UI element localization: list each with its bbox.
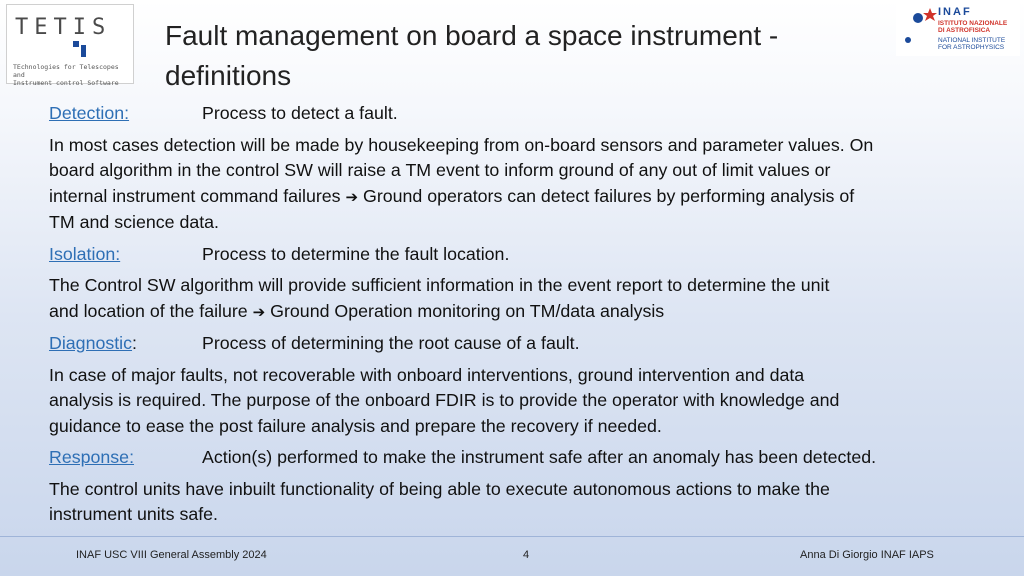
inaf-logo-word: INAF xyxy=(938,6,972,18)
footer-divider xyxy=(0,536,1024,537)
right-arrow-icon: ➔ xyxy=(345,187,359,206)
right-arrow-icon: ➔ xyxy=(252,302,266,321)
tetis-logo xyxy=(6,4,134,87)
footer-author: Anna Di Giorgio INAF IAPS xyxy=(800,549,934,561)
isolation-term[interactable]: Isolation: xyxy=(49,243,121,264)
detection-description: In most cases detection will be made by housekeeping from on-board sensors and parameter values. On board algorithm in the control SW will raise a TM event to inform ground of any out of limit values or internal instrument command failures ➔ Ground operators can detect failures by performing analysis of TM and science data. xyxy=(49,134,874,232)
isolation-summary: Process to determine the fault location. xyxy=(202,243,510,264)
tetis-logo-subtitle: TEchnologies for Telescopes and Instrument control Software xyxy=(13,63,119,87)
inaf-logo-italian: ISTITUTO NAZIONALE DI ASTROFISICA xyxy=(938,20,1008,34)
definition-isolation xyxy=(49,242,969,268)
page-number: 4 xyxy=(523,549,530,561)
definition-response xyxy=(49,445,969,471)
tetis-logo-mark-icon xyxy=(73,41,89,59)
diagnostic-summary: Process of determining the root cause of a fault. xyxy=(202,333,580,353)
inaf-star-icon xyxy=(900,4,940,54)
slide-body xyxy=(49,101,969,534)
response-term[interactable]: Response: xyxy=(49,447,135,467)
slide-title: Fault management on board a space instrument - definitions xyxy=(165,20,779,91)
response-description: The control units have inbuilt functionality of being able to execute autonomous actions to make the instrument units safe. xyxy=(49,478,830,524)
diagnostic-term[interactable]: Diagnostic: xyxy=(49,333,137,353)
response-summary: Action(s) performed to make the instrument safe after an anomaly has been detected. xyxy=(202,447,877,467)
definition-diagnostic xyxy=(49,331,969,357)
inaf-logo-english: NATIONAL INSTITUTE FOR ASTROPHYSICS xyxy=(938,37,1006,51)
diagnostic-description: In case of major faults, not recoverable with onboard interventions, ground intervention and data analysis is required. The purpose of the onboard FDIR is to provide the operator with knowledge and guidance to ease the post failure analysis and prepare the recovery if needed. xyxy=(49,364,840,436)
tetis-logo-word: TETIS xyxy=(15,15,112,40)
definition-detection xyxy=(49,101,969,127)
isolation-description: The Control SW algorithm will provide sufficient information in the event report to determine the unit and location of the failure ➔ Ground Operation monitoring on TM/data analysis xyxy=(49,275,830,321)
inaf-logo xyxy=(896,2,1020,56)
detection-term[interactable]: Detection: xyxy=(49,103,130,123)
footer-event: INAF USC VIII General Assembly 2024 xyxy=(76,549,267,561)
detection-summary: Process to detect a fault. xyxy=(202,103,398,123)
